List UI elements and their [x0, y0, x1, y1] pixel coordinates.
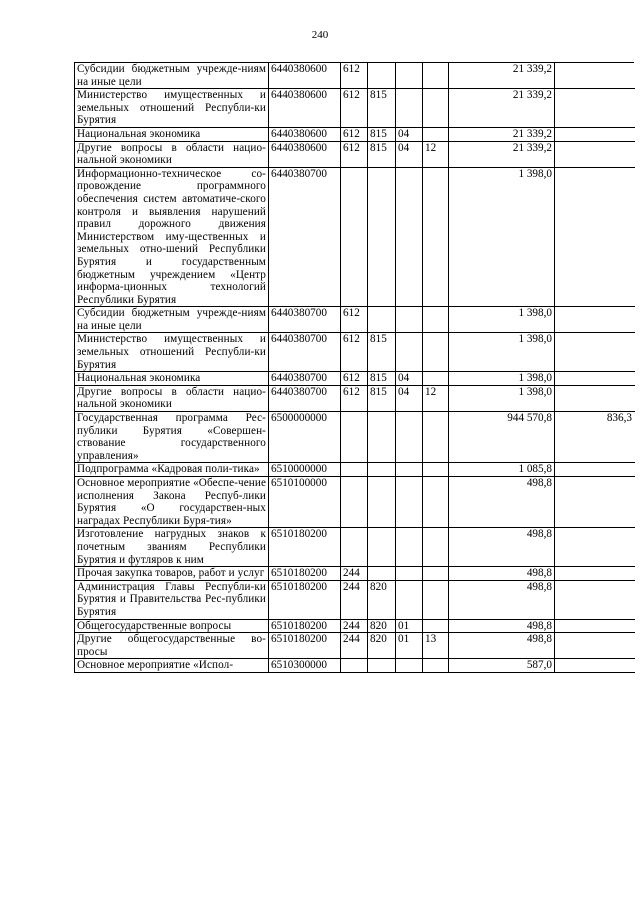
target-article-code-cell: 6510180200	[269, 633, 341, 659]
department-cell	[368, 567, 396, 581]
target-article-code-cell: 6440380600	[269, 63, 341, 89]
department-cell	[368, 477, 396, 528]
section-cell	[396, 89, 423, 128]
expense-type-cell	[341, 167, 368, 307]
department-cell: 815	[368, 141, 396, 167]
expense-type-cell	[341, 659, 368, 673]
amount-cell: 498,8	[449, 580, 555, 619]
additional-amount-cell	[555, 63, 635, 89]
subsection-cell	[423, 412, 449, 463]
table-row	[75, 580, 635, 619]
expense-type-cell: 244	[341, 619, 368, 633]
additional-amount-cell	[555, 528, 635, 567]
target-article-code-cell: 6440380600	[269, 89, 341, 128]
section-cell	[396, 567, 423, 581]
target-article-code-cell: 6440380600	[269, 141, 341, 167]
expense-type-cell: 612	[341, 385, 368, 411]
additional-amount-cell	[555, 619, 635, 633]
row-name-cell: Национальная экономика	[75, 372, 269, 386]
target-article-code-cell: 6510180200	[269, 528, 341, 567]
expense-type-cell	[341, 463, 368, 477]
department-cell	[368, 63, 396, 89]
section-cell	[396, 463, 423, 477]
amount-cell: 21 339,2	[449, 89, 555, 128]
department-cell: 815	[368, 372, 396, 386]
section-cell: 01	[396, 619, 423, 633]
target-article-code-cell: 6510100000	[269, 477, 341, 528]
department-cell: 820	[368, 633, 396, 659]
target-article-code-cell: 6440380700	[269, 167, 341, 307]
expense-type-cell: 612	[341, 127, 368, 141]
table-row	[75, 127, 635, 141]
table-row	[75, 412, 635, 463]
subsection-cell	[423, 477, 449, 528]
amount-cell: 498,8	[449, 633, 555, 659]
department-cell	[368, 463, 396, 477]
table-row	[75, 619, 635, 633]
amount-cell: 1 398,0	[449, 385, 555, 411]
expense-type-cell: 244	[341, 633, 368, 659]
subsection-cell	[423, 580, 449, 619]
department-cell: 820	[368, 580, 396, 619]
section-cell	[396, 477, 423, 528]
target-article-code-cell: 6440380700	[269, 385, 341, 411]
subsection-cell	[423, 127, 449, 141]
amount-cell: 1 085,8	[449, 463, 555, 477]
table-row	[75, 463, 635, 477]
row-name-cell: Основное мероприятие «Испол-	[75, 659, 269, 673]
amount-cell: 1 398,0	[449, 372, 555, 386]
row-name-cell: Министерство имущественных и земельных отношений Республи-ки Бурятия	[75, 333, 269, 372]
row-name-cell: Общегосударственные вопросы	[75, 619, 269, 633]
amount-cell: 498,8	[449, 528, 555, 567]
subsection-cell	[423, 333, 449, 372]
target-article-code-cell: 6510180200	[269, 580, 341, 619]
section-cell: 04	[396, 141, 423, 167]
table-row	[75, 659, 635, 673]
subsection-cell: 12	[423, 141, 449, 167]
expense-type-cell	[341, 412, 368, 463]
additional-amount-cell	[555, 659, 635, 673]
page-number: 240	[311, 29, 329, 41]
target-article-code-cell: 6440380700	[269, 333, 341, 372]
additional-amount-cell	[555, 567, 635, 581]
section-cell	[396, 63, 423, 89]
additional-amount-cell	[555, 477, 635, 528]
section-cell: 04	[396, 127, 423, 141]
target-article-code-cell: 6500000000	[269, 412, 341, 463]
department-cell: 815	[368, 127, 396, 141]
section-cell: 04	[396, 372, 423, 386]
row-name-cell: Другие вопросы в области нацио-нальной экономики	[75, 385, 269, 411]
section-cell: 04	[396, 385, 423, 411]
additional-amount-cell	[555, 385, 635, 411]
budget-table	[74, 62, 635, 673]
section-cell	[396, 333, 423, 372]
department-cell	[368, 307, 396, 333]
additional-amount-cell	[555, 633, 635, 659]
expense-type-cell: 244	[341, 567, 368, 581]
expense-type-cell: 612	[341, 333, 368, 372]
target-article-code-cell: 6510180200	[269, 619, 341, 633]
amount-cell: 21 339,2	[449, 63, 555, 89]
additional-amount-cell: 836,3	[555, 412, 635, 463]
expense-type-cell: 244	[341, 580, 368, 619]
subsection-cell	[423, 307, 449, 333]
section-cell	[396, 412, 423, 463]
expense-type-cell: 612	[341, 63, 368, 89]
row-name-cell: Другие общегосударственные во-просы	[75, 633, 269, 659]
additional-amount-cell	[555, 372, 635, 386]
amount-cell: 21 339,2	[449, 127, 555, 141]
section-cell	[396, 659, 423, 673]
subsection-cell: 12	[423, 385, 449, 411]
amount-cell: 1 398,0	[449, 167, 555, 307]
amount-cell: 21 339,2	[449, 141, 555, 167]
section-cell	[396, 307, 423, 333]
row-name-cell: Министерство имущественных и земельных отношений Республи-ки Бурятия	[75, 89, 269, 128]
department-cell	[368, 659, 396, 673]
department-cell	[368, 528, 396, 567]
table-row	[75, 477, 635, 528]
department-cell	[368, 412, 396, 463]
expense-type-cell: 612	[341, 307, 368, 333]
target-article-code-cell: 6510300000	[269, 659, 341, 673]
row-name-cell: Субсидии бюджетным учрежде-ниям на иные цели	[75, 63, 269, 89]
additional-amount-cell	[555, 89, 635, 128]
additional-amount-cell	[555, 167, 635, 307]
row-name-cell: Администрация Главы Республи-ки Бурятия и Правительства Рес-публики Бурятия	[75, 580, 269, 619]
amount-cell: 944 570,8	[449, 412, 555, 463]
row-name-cell: Другие вопросы в области нацио-нальной экономики	[75, 141, 269, 167]
expense-type-cell: 612	[341, 141, 368, 167]
amount-cell: 587,0	[449, 659, 555, 673]
row-name-cell: Государственная программа Рес-публики Бурятия «Совершен-ствование государственного управления»	[75, 412, 269, 463]
subsection-cell	[423, 463, 449, 477]
expense-type-cell	[341, 477, 368, 528]
amount-cell: 498,8	[449, 477, 555, 528]
subsection-cell	[423, 167, 449, 307]
subsection-cell	[423, 63, 449, 89]
subsection-cell: 13	[423, 633, 449, 659]
table-row	[75, 307, 635, 333]
amount-cell: 498,8	[449, 567, 555, 581]
table-row	[75, 633, 635, 659]
additional-amount-cell	[555, 463, 635, 477]
amount-cell: 1 398,0	[449, 333, 555, 372]
additional-amount-cell	[555, 307, 635, 333]
department-cell: 815	[368, 385, 396, 411]
row-name-cell: Информационно-техническое со-провождение программного обеспечения систем автоматиче-ского контроля и выявления нарушений правил дорожного движения Министерством иму-щественных и земельных отно-шений Республики Бурятия и государственным бюджетным учреждением «Центр информа-ционных технологий Республики Бурятия	[75, 167, 269, 307]
row-name-cell: Основное мероприятие «Обеспе-чение исполнения Закона Респуб-лики Бурятия «О государствен-ных наградах Республики Буря-тия»	[75, 477, 269, 528]
table-row	[75, 167, 635, 307]
table-row	[75, 333, 635, 372]
department-cell	[368, 167, 396, 307]
expense-type-cell	[341, 528, 368, 567]
additional-amount-cell	[555, 141, 635, 167]
row-name-cell: Подпрограмма «Кадровая поли-тика»	[75, 463, 269, 477]
target-article-code-cell: 6510000000	[269, 463, 341, 477]
table-row	[75, 567, 635, 581]
subsection-cell	[423, 89, 449, 128]
subsection-cell	[423, 619, 449, 633]
subsection-cell	[423, 567, 449, 581]
table-row	[75, 385, 635, 411]
table-row	[75, 89, 635, 128]
department-cell: 815	[368, 333, 396, 372]
subsection-cell	[423, 528, 449, 567]
row-name-cell: Изготовление нагрудных знаков к почетным званиям Республики Бурятия и футляров к ним	[75, 528, 269, 567]
table-row	[75, 63, 635, 89]
row-name-cell: Прочая закупка товаров, работ и услуг	[75, 567, 269, 581]
department-cell: 820	[368, 619, 396, 633]
target-article-code-cell: 6510180200	[269, 567, 341, 581]
row-name-cell: Национальная экономика	[75, 127, 269, 141]
row-name-cell: Субсидии бюджетным учрежде-ниям на иные цели	[75, 307, 269, 333]
target-article-code-cell: 6440380700	[269, 372, 341, 386]
target-article-code-cell: 6440380700	[269, 307, 341, 333]
section-cell	[396, 167, 423, 307]
additional-amount-cell	[555, 127, 635, 141]
section-cell: 01	[396, 633, 423, 659]
table-body	[75, 63, 635, 673]
table-row	[75, 141, 635, 167]
target-article-code-cell: 6440380600	[269, 127, 341, 141]
department-cell: 815	[368, 89, 396, 128]
table-row	[75, 372, 635, 386]
expense-type-cell: 612	[341, 372, 368, 386]
additional-amount-cell	[555, 333, 635, 372]
subsection-cell	[423, 659, 449, 673]
additional-amount-cell	[555, 580, 635, 619]
subsection-cell	[423, 372, 449, 386]
table-row	[75, 528, 635, 567]
section-cell	[396, 528, 423, 567]
expense-type-cell: 612	[341, 89, 368, 128]
amount-cell: 1 398,0	[449, 307, 555, 333]
amount-cell: 498,8	[449, 619, 555, 633]
section-cell	[396, 580, 423, 619]
